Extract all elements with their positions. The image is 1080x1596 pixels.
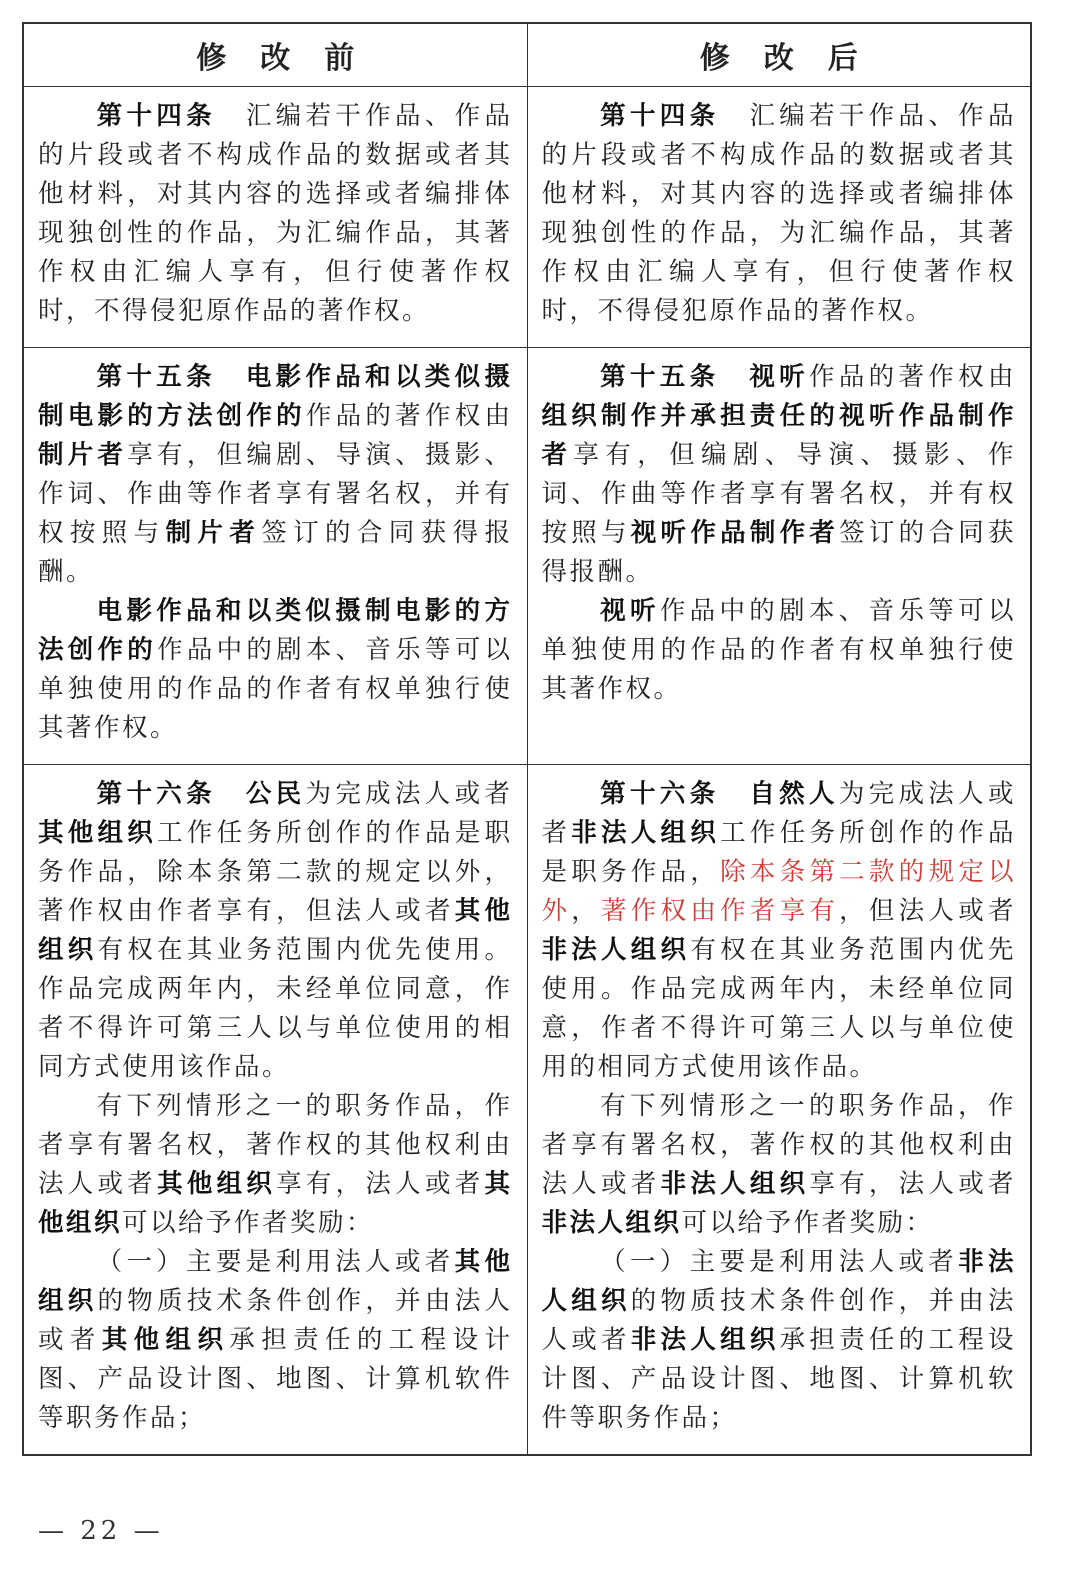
text-run — [719, 362, 749, 392]
table-row — [23, 765, 1031, 1456]
text-run: 签订的合同获得报酬。 — [541, 518, 1016, 587]
bold-term: 非法人组织 — [660, 1169, 810, 1199]
bold-term: 其他组织 — [38, 1169, 513, 1238]
text-run: 有下列情形之一的职务作品，作者享有署名权，著作权的其他权利由法人或者 — [541, 1091, 1016, 1199]
text-run: ，但法人或者 — [839, 896, 1016, 926]
text-run: 有权在其业务范围内优先使用。作品完成两年内，未经单位同意，作者不得许可第三人以与单位使用的相同方式使用该作品。 — [541, 935, 1016, 1082]
bold-term: 非法人组织 — [541, 935, 691, 965]
article-paragraph — [542, 1243, 1017, 1438]
text-run: 的物质技术条件创作，并由法人或者 — [38, 1286, 513, 1355]
text-run: 可以给予作者奖励： — [681, 1208, 934, 1238]
comparison-table — [22, 22, 1032, 1456]
highlighted-change: 著作权由作者享有 — [601, 896, 840, 926]
article-paragraph — [38, 775, 513, 1087]
text-run: 工作任务所创作的作品是职务作品， — [541, 818, 1016, 887]
text-run: 作品中的剧本、音乐等可以单独使用的作品的作者有权单独行使其著作权。 — [38, 635, 513, 743]
bold-term: 组织制作并承担责任的视听作品制作者 — [541, 401, 1016, 470]
text-run: 承担责任的工程设计图、产品设计图、地图、计算机软件等职务作品； — [541, 1325, 1016, 1433]
text-run: 工作任务所创作的作品是职务作品，除本条第二款的规定以外，著作权由作者享有，但法人或者 — [38, 818, 513, 926]
bold-term: 其他组织 — [157, 1169, 277, 1199]
bold-term: 自然人 — [749, 779, 839, 809]
text-run: 作品中的剧本、音乐等可以单独使用的作品的作者有权单独行使其著作权。 — [541, 596, 1016, 704]
article-paragraph — [542, 1087, 1017, 1243]
article-paragraph — [38, 1087, 513, 1243]
bold-term: 电影作品和以类似摄制电影的方法创作的 — [38, 362, 513, 431]
bold-term: 非法人组织 — [541, 1247, 1016, 1316]
text-run: 承担责任的工程设计图、产品设计图、地图、计算机软件等职务作品； — [38, 1325, 513, 1433]
cell-after — [527, 87, 1031, 348]
bold-term: 非法人组织 — [630, 1325, 780, 1355]
table-row — [23, 87, 1031, 348]
text-run: 签订的合同获得报酬。 — [38, 518, 513, 587]
article-paragraph — [542, 775, 1017, 1087]
cell-after — [527, 348, 1031, 765]
text-run: 为完成法人或者 — [541, 779, 1016, 848]
cell-before — [23, 765, 527, 1456]
bold-term: 视听 — [600, 596, 660, 626]
text-run: 享有，法人或者 — [809, 1169, 1016, 1199]
bold-term: 其他组织 — [101, 1325, 230, 1355]
text-run: 可以给予作者奖励： — [122, 1208, 375, 1238]
text-run: 作品的著作权由 — [808, 362, 1016, 392]
page-number: — 22 — — [38, 1516, 164, 1546]
bold-term: 其他组织 — [38, 1247, 513, 1316]
bold-term: 第十四条 — [600, 101, 720, 131]
text-run: 的物质技术条件创作，并由法人或者 — [541, 1286, 1016, 1355]
text-run: 作品的著作权由 — [305, 401, 513, 431]
text-run: 汇编若干作品、作品的片段或者不构成作品的数据或者其他材料，对其内容的选择或者编排体现独创性的作品，为汇编作品，其著作权由汇编人享有，但行使著作权时，不得侵犯原作品的著作权。 — [38, 101, 513, 326]
cell-before — [23, 87, 527, 348]
bold-term: 制片者 — [38, 440, 128, 470]
bold-term: 其他组织 — [38, 818, 158, 848]
comparison-page — [22, 22, 1032, 1456]
table-header-row — [23, 23, 1031, 87]
header-before: 修改前 — [23, 23, 527, 87]
bold-term: 电影作品和以类似摄制电影的方法创作的 — [38, 596, 513, 665]
cell-after — [527, 765, 1031, 1456]
article-paragraph — [542, 592, 1017, 709]
article-paragraph — [38, 592, 513, 748]
bold-term: 非法人组织 — [571, 818, 721, 848]
text-run: 汇编若干作品、作品的片段或者不构成作品的数据或者其他材料，对其内容的选择或者编排体现独创性的作品，为汇编作品，其著作权由汇编人享有，但行使著作权时，不得侵犯原作品的著作权。 — [541, 101, 1016, 326]
bold-term: 第十四条 — [96, 101, 216, 131]
text-run — [719, 779, 749, 809]
bold-term: 第十六条 — [96, 779, 216, 809]
bold-term: 制片者 — [165, 518, 262, 548]
bold-term: 其他组织 — [38, 896, 513, 965]
bold-term: 第十六条 — [600, 779, 720, 809]
text-run: 享有，法人或者 — [276, 1169, 485, 1199]
article-paragraph — [542, 358, 1017, 592]
text-run: ， — [571, 896, 602, 926]
cell-before — [23, 348, 527, 765]
highlighted-change: 除本条第二款的规定以外 — [541, 857, 1016, 926]
bold-term: 公民 — [245, 779, 306, 809]
text-run: 享有，但编剧、导演、摄影、作词、作曲等作者享有署名权，并有权按照与 — [38, 440, 513, 548]
article-paragraph — [38, 97, 513, 331]
text-run: 为完成法人或者 — [305, 779, 513, 809]
bold-term: 非法人组织 — [541, 1208, 682, 1238]
article-paragraph — [542, 97, 1017, 331]
text-run: 有权在其业务范围内优先使用。作品完成两年内，未经单位同意，作者不得许可第三人以与单位使用的相同方式使用该作品。 — [38, 935, 513, 1082]
text-run: （一）主要是利用法人或者 — [600, 1247, 959, 1277]
bold-term: 第十五条 — [96, 362, 216, 392]
text-run — [216, 362, 246, 392]
text-run: 有下列情形之一的职务作品，作者享有署名权，著作权的其他权利由法人或者 — [38, 1091, 513, 1199]
bold-term: 第十五条 — [600, 362, 720, 392]
article-paragraph — [38, 1243, 513, 1438]
text-run: （一）主要是利用法人或者 — [96, 1247, 455, 1277]
text-run: 享有，但编剧、导演、摄影、作词、作曲等作者享有署名权，并有权按照与 — [541, 440, 1016, 548]
bold-term: 视听作品制作者 — [630, 518, 840, 548]
table-row — [23, 348, 1031, 765]
bold-term: 视听 — [749, 362, 809, 392]
text-run — [216, 779, 246, 809]
header-after: 修改后 — [527, 23, 1031, 87]
article-paragraph — [38, 358, 513, 592]
